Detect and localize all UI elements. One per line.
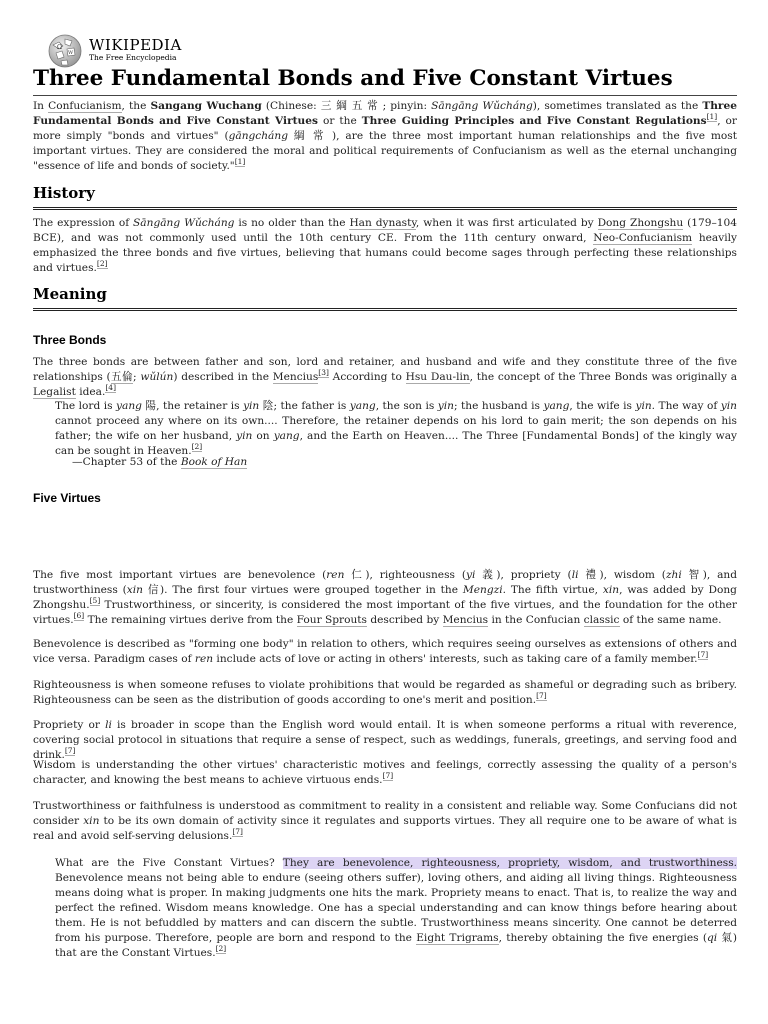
intro-paragraph: In Confucianism, the Sangang Wuchang (Chinese: 三 綱 五 常 ; pinyin: Sāngāng Wǔcháng), sometimes translated as the Three Fundamental Bonds and Five Constant Virtues or the Three Guiding Principles and Five Constant Regulations[1], or more simply "bonds and virtues" (gāngcháng 綱 常 ), are the three most important human relationships and the five most important virtues. They are considered the moral and political requirements of Confucianism as well as the eternal unchanging "essence of life and bonds of society."[1]	[33, 100, 737, 172]
link-legalist[interactable]: Legalist	[33, 386, 76, 398]
propriety-paragraph: Propriety or li is broader in scope than the English word would entail. It is when someone performs a ritual with reverence, covering social protocol in situations that require a sense of respect, such as weddings, funerals, greetings, and serving food and drink.[7]	[33, 719, 737, 761]
link-classic[interactable]: classic	[583, 614, 620, 626]
link-mencius[interactable]: Mencius	[442, 614, 489, 626]
virtues-blockquote: What are the Five Constant Virtues? They are benevolence, righteousness, propriety, wisdom, and trustworthiness. Benevolence means not being able to endure (seeing others suffer), loving others, and aiding all living things. Righteousness means doing what is proper. In making judgments one hits the mark. Propriety means to enact. That is, to realize the way and perfect the refined. Wisdom means knowledge. One has a special understanding and can know things before hearing about them. He is not befuddled by matters and can discern the subtle. Trustworthiness means sincerity. One cannot be deterred from his purpose. Therefore, people are born and respond to the Eight Trigrams, thereby obtaining the five energies (qi 氣) that are the Constant Virtues.[2]	[55, 857, 737, 959]
virtues-paragraph: The five most important virtues are benevolence (ren 仁), righteousness (yi 義), propriety (li 禮), wisdom (zhi 智), and trustworthiness (xin 信). The first four virtues were grouped together in the Mengzi. The fifth virtue, xin, was added by Dong Zhongshu.[5] Trustworthiness, or sincerity, is considered the most important of the five virtues, and the foundation for the other virtues.[6] The remaining virtues derive from the Four Sprouts described by Mencius in the Confucian classic of the same name.	[33, 569, 738, 626]
link-eight-trigrams[interactable]: Eight Trigrams	[416, 932, 499, 944]
trustworthiness-paragraph: Trustworthiness or faithfulness is understood as commitment to reality in a consistent and reliable way. Some Confucians did not consider xin to be its own domain of activity since it regulates and supports virtues. They all require one to be aware of what is real and avoid self-serving delusions.[7]	[33, 800, 737, 842]
link-dong-zhongshu[interactable]: Dong Zhongshu	[597, 217, 684, 229]
righteousness-paragraph: Righteousness is when someone refuses to violate prohibitions that would be regarded as shameful or degrading such as bribery. Righteousness can be seen as the distribution of goods according to one's merit and position.[7]	[33, 679, 737, 706]
link-hsu-dau-lin[interactable]: Hsu Dau-lin	[405, 371, 470, 383]
svg-text:Ω: Ω	[57, 44, 62, 51]
link-wulun[interactable]: 五倫	[110, 371, 134, 383]
link-four-sprouts[interactable]: Four Sprouts	[296, 614, 367, 626]
wikipedia-wordmark[interactable]	[89, 37, 182, 63]
highlighted-text[interactable]: They are benevolence, righteousness, propriety, wisdom, and trustworthiness.	[282, 857, 737, 869]
citation-link[interactable]: [7]	[697, 650, 709, 660]
link-neo-confucianism[interactable]: Neo-Confucianism	[593, 232, 693, 244]
link-han-dynasty[interactable]: Han dynasty	[349, 217, 416, 229]
page-title: Three Fundamental Bonds and Five Constant Virtues	[33, 64, 737, 96]
citation-link[interactable]: [7]	[64, 746, 76, 756]
wisdom-paragraph: Wisdom is understanding the other virtues' characteristic motives and feelings, correctly assessing the quality of a person's character, and knowing the best means to achieve virtuous ends.[7]	[33, 759, 737, 786]
section-heading-history: History	[33, 182, 737, 210]
subsection-heading-three-bonds: Three Bonds	[33, 333, 107, 347]
citation-link[interactable]: [4]	[105, 383, 116, 393]
blockquote-attribution: —Chapter 53 of the Book of Han	[72, 456, 248, 468]
subsection-heading-five-virtues: Five Virtues	[33, 491, 101, 505]
section-heading-meaning: Meaning	[33, 283, 737, 311]
citation-link[interactable]: [2]	[191, 442, 203, 452]
citation-link[interactable]: [3]	[318, 368, 329, 378]
citation-link[interactable]: [2]	[215, 944, 227, 954]
citation-link[interactable]: [7]	[536, 691, 547, 701]
site-tagline: The Free Encyclopedia	[89, 53, 177, 62]
site-name: WIKIPEDIA	[89, 36, 182, 54]
bonds-blockquote: The lord is yang 陽, the retainer is yin 陰; the father is yang, the son is yin; the husband is yang, the wife is yin. The way of yin cannot proceed any where on its own.... Therefore, the retainer depends on his lord to gain merit; the son depends on his father; the wife on her husband, yin on yang, and the Earth on Heaven.... The Three [Fundamental Bonds] of the kingly way can be sought in Heaven.[2]	[55, 400, 737, 457]
link-mencius[interactable]: Mencius	[272, 371, 319, 383]
link-confucianism[interactable]: Confucianism	[48, 100, 122, 112]
link-book-of-han[interactable]: Book of Han	[180, 456, 248, 468]
citation-link[interactable]: [5]	[89, 596, 101, 606]
citation-link[interactable]: [7]	[232, 827, 243, 837]
citation-link[interactable]: [2]	[96, 259, 108, 269]
history-paragraph: The expression of Sāngāng Wǔcháng is no older than the Han dynasty, when it was first articulated by Dong Zhongshu (179–104 BCE), and was not commonly used until the 10th century CE. From the 11th century onward, Neo-Confucianism heavily emphasized the three bonds and five virtues, believing that humans could become sages through perfecting these relationships and virtues.[2]	[33, 217, 738, 274]
bonds-paragraph: The three bonds are between father and son, lord and retainer, and husband and wife and they constitute three of the five relationships (五倫; wǔlún) described in the Mencius[3] According to Hsu Dau-lin, the concept of the Three Bonds was originally a Legalist idea.[4]	[33, 356, 738, 398]
citation-link[interactable]: [1]	[706, 112, 718, 122]
benevolence-paragraph: Benevolence is described as "forming one body" in relation to others, which requires seeing ourselves as extensions of others and vice versa. Paradigm cases of ren include acts of love or acting in others' interests, such as taking care of a family member.[7]	[33, 638, 737, 665]
citation-link[interactable]: [6]	[73, 611, 85, 621]
citation-link[interactable]: [7]	[382, 771, 394, 781]
svg-text:W: W	[68, 50, 74, 56]
citation-link[interactable]: [1]	[234, 157, 246, 167]
